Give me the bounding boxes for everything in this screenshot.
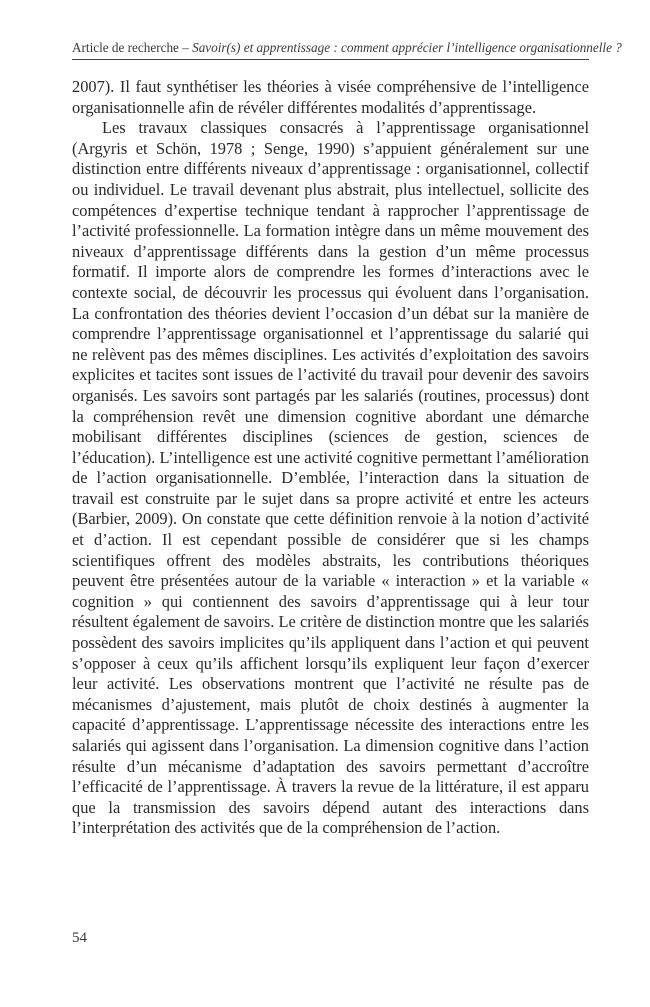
running-header (72, 40, 622, 60)
running-header-title: Savoir(s) et apprentissage : comment apprécier l’intelligence organisationnelle ? (192, 40, 622, 55)
paragraph-main: Les travaux classiques consacrés à l’apprentissage organisationnel (Argyris et Schön, 1978 ; Senge, 1990) s’appuient généralement sur une distinction entre différents niveaux d’apprentissage : organisationnel, collectif ou individuel. Le travail devenant plus abstrait, plus intellectuel, sollicite des compétences d’expertise technique tendant à rapprocher l’apprentissage de l’activité professionnelle. La formation intègre dans un même mouvement des niveaux d’apprentissage différents dans la gestion d’un même processus formatif. Il importe alors de comprendre les formes d’interactions avec le contexte social, de découvrir les processus qui évoluent dans l’organisation. La confrontation des théories devient l’occasion d’un débat sur la manière de comprendre l’apprentissage organisationnel et l’apprentissage du salarié qui ne relèvent pas des mêmes disciplines. Les activités d’exploitation des savoirs explicites et tacites sont issues de l’activité du travail pour devenir des savoirs organisés. Les savoirs sont partagés par les salariés (routines, processus) dont la compréhension revêt une dimension cognitive abordant une démarche mobilisant différentes disciplines (sciences de gestion, sciences de l’éducation). L’intelligence est une activité cognitive permettant l’amélioration de l’action organisationnelle. D’emblée, l’interaction dans la situation de travail est construite par le sujet dans sa propre activité et entre les acteurs (Barbier, 2009). On constate que cette définition renvoie à la notion d’activité et d’action. Il est cependant possible de considérer que si les champs scientifiques offrent des modèles abstraits, les contributions théoriques peuvent être présentées autour de la variable « interaction » et la variable « cognition » qui contiennent des savoirs d’apprentissage qui à leur tour résultent également de savoirs. Le critère de distinction montre que les salariés possèdent des savoirs implicites qu’ils appliquent dans l’action et qui peuvent s’opposer à ceux qu’ils affichent lorsqu’ils expliquent leur façon d’exercer leur activité. Les observations montrent que l’activité ne résulte pas de mécanismes d’ajustement, mais plutôt de choix destinés à augmenter la capacité d’apprentissage. L’apprentissage nécessite des interactions entre les salariés qui agissent dans l’organisation. La dimension cognitive dans l’action résulte d’un mécanisme d’adaptation des savoirs permettant d’accroître l’efficacité de l’apprentissage. À travers la revue de la littérature, il est apparu que la transmission des savoirs dépend autant des interactions dans l’interprétation des activités que de la compréhension de l’action. (72, 118, 589, 838)
paragraph-continuation: 2007). Il faut synthétiser les théories à visée compréhensive de l’intelligence organisationnelle afin de révéler différentes modalités d’apprentissage. (72, 77, 589, 117)
running-header-prefix: Article de recherche – (72, 40, 193, 55)
article-body (72, 77, 589, 839)
page-number: 54 (72, 930, 87, 946)
